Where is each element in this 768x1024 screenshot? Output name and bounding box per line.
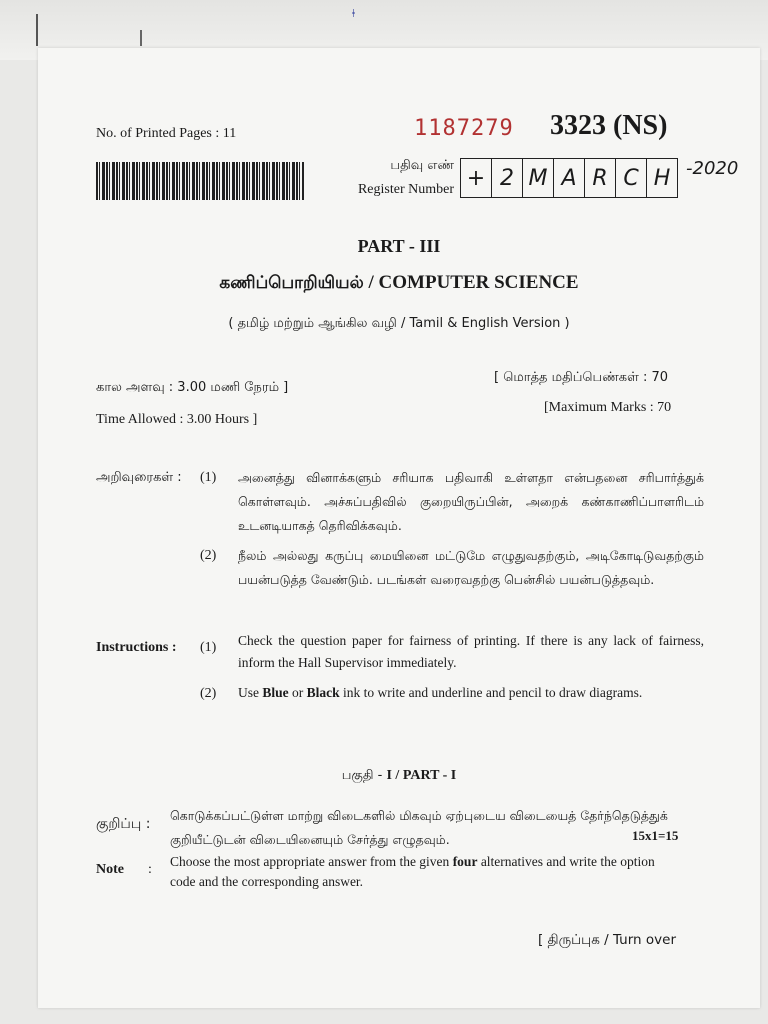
instruction-text xyxy=(238,682,704,704)
part-title: PART - III xyxy=(357,236,441,256)
register-number-boxes[interactable] xyxy=(460,158,678,198)
question-code: 3323 (NS) xyxy=(550,110,668,141)
register-box[interactable]: R xyxy=(585,159,616,197)
register-suffix: -2020 xyxy=(686,158,739,179)
instruction-number: (2) xyxy=(200,548,217,563)
register-box[interactable]: C xyxy=(616,159,647,197)
subject-separator: / xyxy=(363,272,379,293)
text-part-four: four xyxy=(452,854,478,869)
text-part-blue: Blue xyxy=(262,685,289,700)
instructions-english-label: Instructions : xyxy=(96,640,177,655)
subject-title xyxy=(38,272,760,295)
text-part: or xyxy=(288,685,307,700)
note-colon: : xyxy=(148,862,152,877)
version-line: ( தமிழ் மற்றும் ஆங்கில வழி / Tamil & English Version ) xyxy=(228,316,570,331)
max-marks-tamil: [ மொத்த மதிப்பெண்கள் : 70 xyxy=(494,370,668,385)
max-marks-english: [Maximum Marks : 70 xyxy=(544,400,672,415)
scan-mark-inner xyxy=(140,30,142,46)
text-part-black: Black xyxy=(306,685,340,700)
register-box[interactable]: M xyxy=(523,159,554,197)
section-tamil: பகுதி - xyxy=(341,768,387,783)
section-heading xyxy=(38,768,760,784)
printed-pages: No. of Printed Pages : 11 xyxy=(96,126,237,141)
register-box[interactable]: 2 xyxy=(492,159,523,197)
scan-mark-left xyxy=(36,14,38,46)
subject-english: COMPUTER SCIENCE xyxy=(378,272,579,293)
note-text xyxy=(170,852,660,892)
instruction-text: நீலம் அல்லது கருப்பு மையினை மட்டுமே எழுதுவதற்கும், அடிகோடிடுவதற்கும் பயன்படுத்த வேண்டும். படங்கள் வரைவதற்கு பென்சில் பயன்படுத்தவும். xyxy=(238,548,704,587)
turn-over-text: [ திருப்புக / Turn over xyxy=(538,932,677,948)
text-part: Choose the most appropriate answer from the given xyxy=(170,854,453,869)
time-allowed-tamil: கால அளவு : 3.00 மணி நேரம் ] xyxy=(96,380,289,395)
register-box[interactable]: H xyxy=(653,165,671,191)
pen-scribble: ǂ xyxy=(352,6,355,20)
section-marks: 15x1=15 xyxy=(632,828,679,843)
subject-tamil: கணிப்பொறியியல் xyxy=(219,273,364,293)
instruction-text: Check the question paper for fairness of printing. If there is any lack of fairness, inform the Hall Supervisor immediately. xyxy=(238,633,704,670)
register-label-tamil: பதிவு எண் xyxy=(390,158,454,173)
text-part: alternatives and write the option code and the corresponding answer. xyxy=(170,854,655,889)
instruction-number: (1) xyxy=(200,640,217,655)
register-label-english: Register Number xyxy=(357,182,454,197)
kurippu-text: கொடுக்கப்பட்டுள்ள மாற்று விடைகளில் மிகவும் ஏற்புடைய விடையைத் தேர்ந்தெடுத்துக் குறியீட்டுடன் விடையினையும் சேர்த்து எழுதவும். xyxy=(170,808,668,847)
exam-paper xyxy=(38,48,760,1008)
time-allowed-english: Time Allowed : 3.00 Hours ] xyxy=(96,412,258,427)
note-label: Note xyxy=(96,862,124,877)
text-part: Use xyxy=(238,685,263,700)
section-english: I / PART - I xyxy=(386,768,457,783)
register-box[interactable]: + xyxy=(461,159,492,197)
serial-number: 1187279 xyxy=(414,116,514,141)
barcode-icon xyxy=(96,162,304,200)
instruction-text: அனைத்து வினாக்களும் சரியாக பதிவாகி உள்ளதா என்பதனை சரிபார்த்துக் கொள்ளவும். அச்சுப்பதிவில் குறையிருப்பின், அறைக் கண்காணிப்பாளரிடம் உடனடியாகத் தெரிவிக்கவும். xyxy=(238,470,704,533)
instructions-tamil-label: அறிவுரைகள் : xyxy=(96,470,182,485)
text-part: ink to write and underline and pencil to draw diagrams. xyxy=(339,685,643,700)
instruction-number: (2) xyxy=(200,686,217,701)
turn-over xyxy=(538,932,676,950)
register-box[interactable]: A xyxy=(554,159,585,197)
instruction-number: (1) xyxy=(200,470,217,485)
kurippu-label: குறிப்பு : xyxy=(96,816,151,832)
